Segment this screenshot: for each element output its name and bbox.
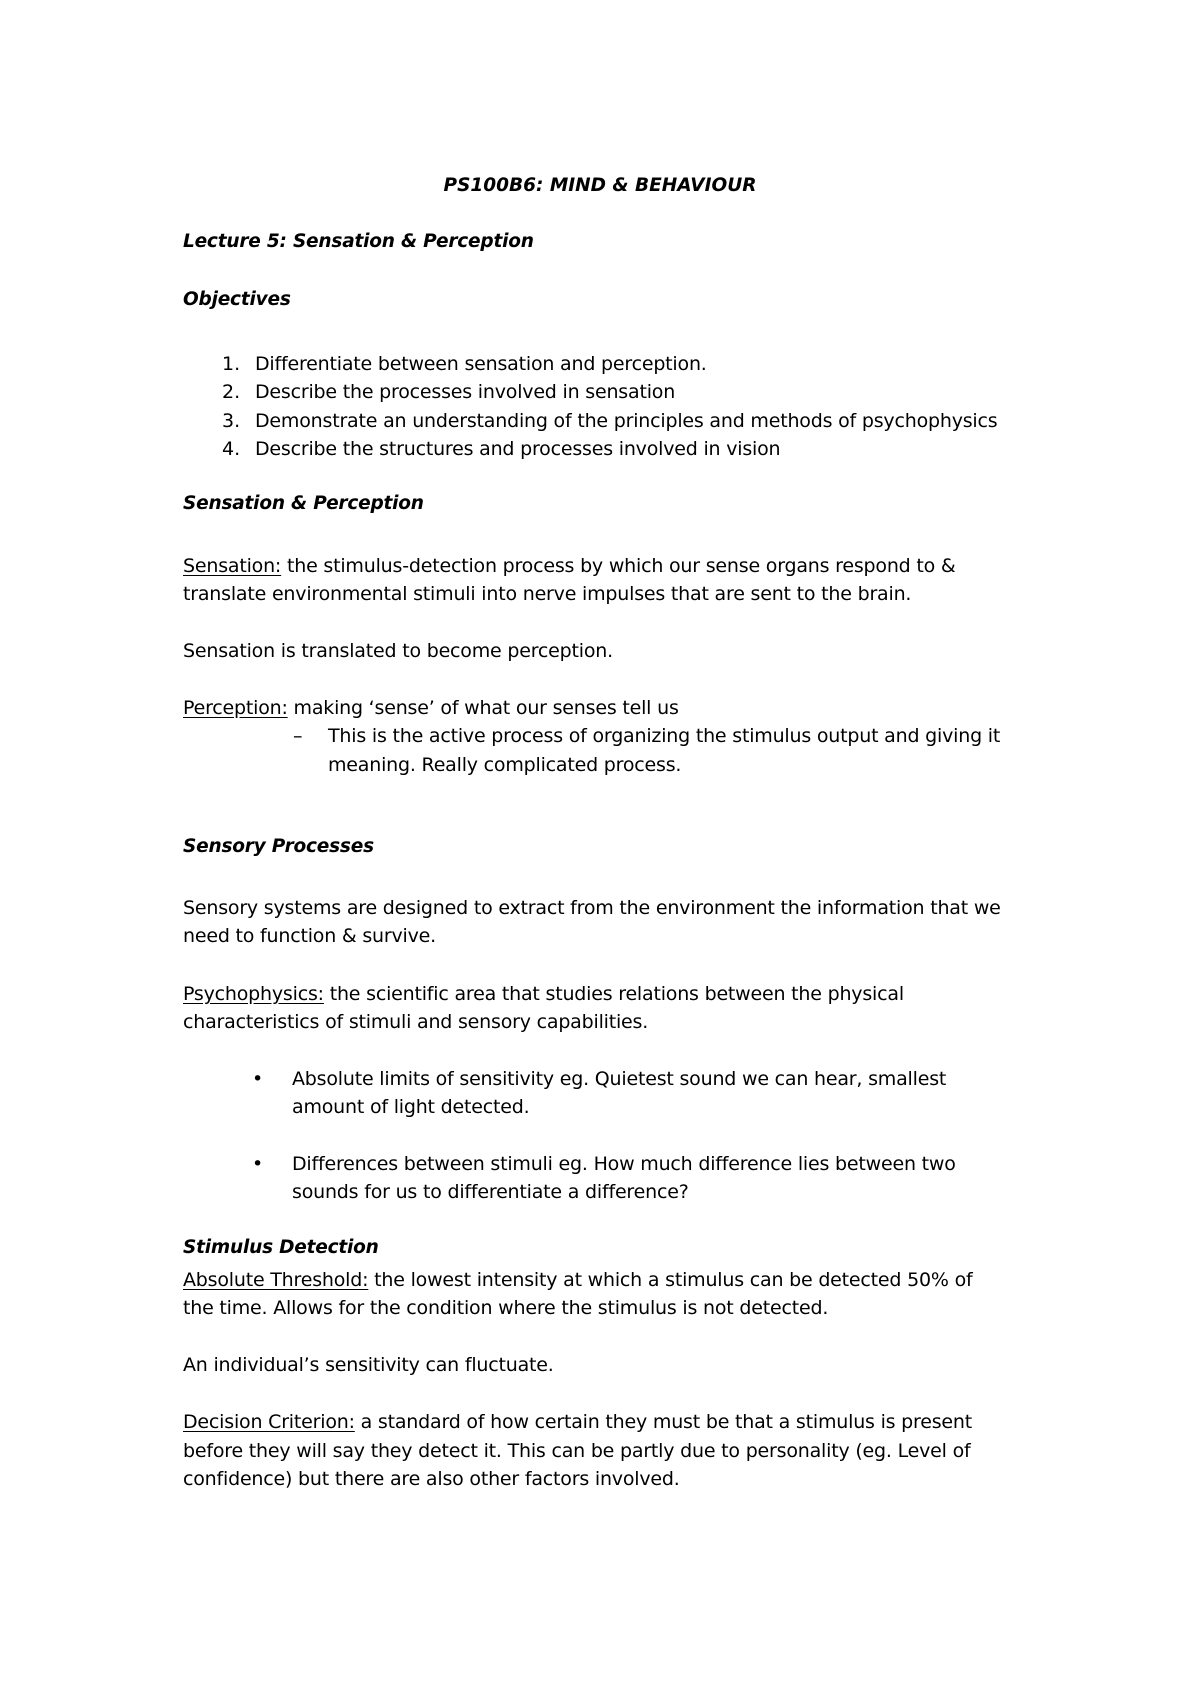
list-item: Differences between stimuli eg. How much difference lies between two (292, 1153, 956, 1175)
dash-marker: – (293, 725, 303, 747)
stimulus-detection-heading: Stimulus Detection (183, 1237, 379, 1258)
sensory-processes-heading: Sensory Processes (183, 836, 374, 857)
list-item-continuation: sounds for us to differentiate a difference? (292, 1181, 689, 1203)
decision-criterion-term: Decision Criterion: (183, 1411, 355, 1433)
perception-definition (183, 694, 679, 722)
translated-sentence: Sensation is translated to become perception. (183, 640, 613, 662)
bullet-marker: • (252, 1153, 264, 1175)
list-item-number: 3. (222, 410, 241, 432)
document-title: PS100B6: MIND & BEHAVIOUR (443, 175, 757, 196)
psychophysics-text: the scientific area that studies relations between the physical (323, 983, 904, 1005)
sensory-intro-line1: Sensory systems are designed to extract from the environment the information that we (183, 897, 1001, 919)
perception-text: making ‘sense’ of what our senses tell us (287, 697, 679, 719)
decision-criterion-text: a standard of how certain they must be that a stimulus is present (354, 1411, 973, 1433)
decision-criterion-line2: before they will say they detect it. This can be partly due to personality (eg. Level of (183, 1440, 971, 1462)
list-item-number: 1. (222, 353, 241, 375)
psychophysics-term: Psychophysics: (183, 983, 324, 1005)
psychophysics-definition (183, 980, 904, 1008)
perception-term: Perception: (183, 697, 288, 719)
absolute-threshold-definition (183, 1266, 972, 1294)
list-item: Describe the structures and processes involved in vision (255, 438, 781, 460)
objectives-heading: Objectives (183, 289, 291, 310)
sensation-definition (183, 552, 956, 580)
list-item-continuation: amount of light detected. (292, 1096, 530, 1118)
list-item-number: 2. (222, 381, 241, 403)
list-item: Absolute limits of sensitivity eg. Quietest sound we can hear, smallest (292, 1068, 947, 1090)
perception-subpoint-line2: meaning. Really complicated process. (328, 754, 682, 776)
absolute-threshold-line2: the time. Allows for the condition where the stimulus is not detected. (183, 1297, 829, 1319)
decision-criterion-line3: confidence) but there are also other factors involved. (183, 1468, 680, 1490)
perception-subpoint-line1: This is the active process of organizing the stimulus output and giving it (328, 725, 1001, 747)
sensation-term: Sensation: (183, 555, 282, 577)
sensation-text: the stimulus-detection process by which our sense organs respond to & (281, 555, 956, 577)
list-item: Demonstrate an understanding of the principles and methods of psychophysics (255, 410, 998, 432)
absolute-threshold-term: Absolute Threshold: (183, 1269, 369, 1291)
sensory-intro-line2: need to function & survive. (183, 925, 436, 947)
bullet-marker: • (252, 1068, 264, 1090)
psychophysics-definition-line2: characteristics of stimuli and sensory capabilities. (183, 1011, 649, 1033)
sensation-definition-line2: translate environmental stimuli into nerve impulses that are sent to the brain. (183, 583, 912, 605)
absolute-threshold-text: the lowest intensity at which a stimulus can be detected 50% of (368, 1269, 973, 1291)
list-item: Describe the processes involved in sensation (255, 381, 676, 403)
decision-criterion-definition (183, 1408, 972, 1436)
lecture-heading: Lecture 5: Sensation & Perception (183, 231, 534, 252)
sensation-perception-heading: Sensation & Perception (183, 493, 424, 514)
fluctuate-sentence: An individual’s sensitivity can fluctuate. (183, 1354, 554, 1376)
list-item: Differentiate between sensation and perception. (255, 353, 707, 375)
list-item-number: 4. (222, 438, 241, 460)
